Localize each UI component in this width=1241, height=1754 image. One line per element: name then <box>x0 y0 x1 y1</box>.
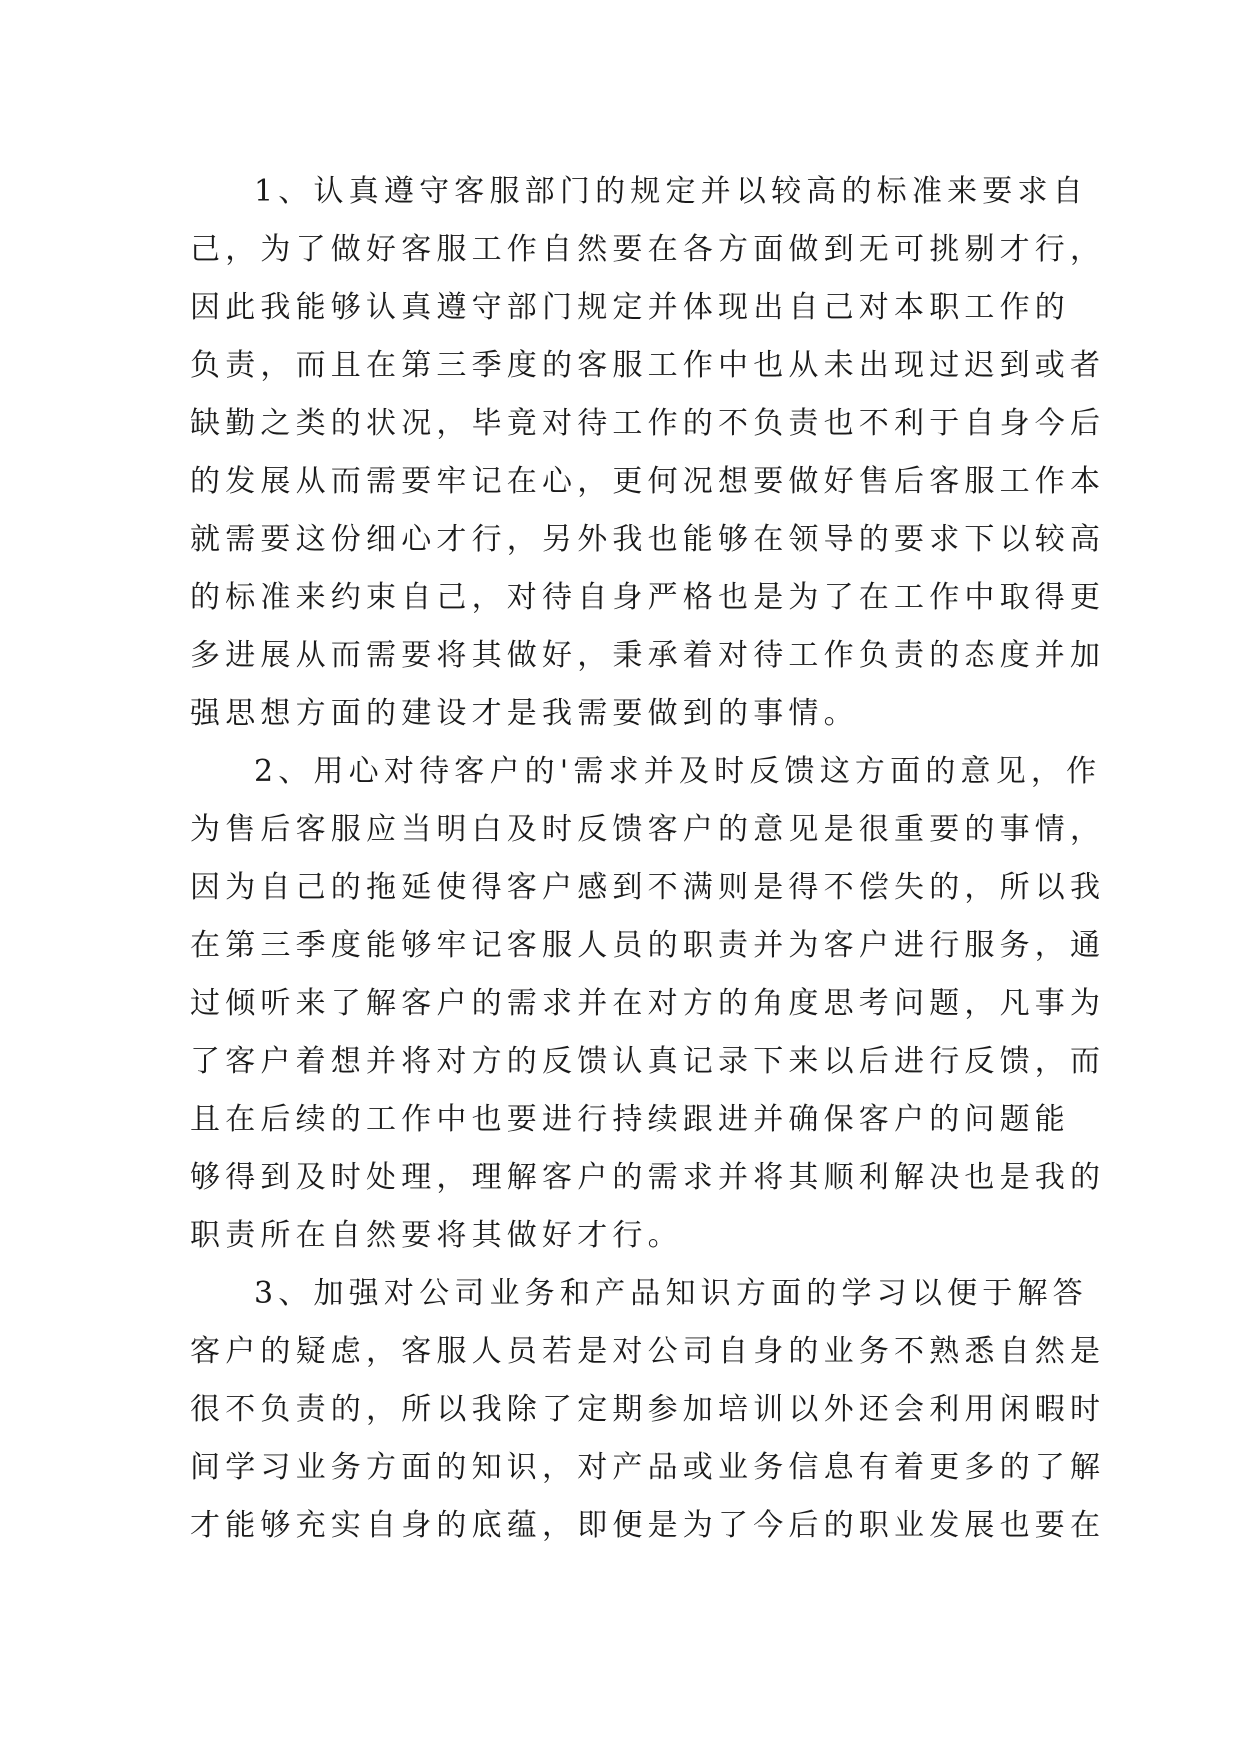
paragraph-1-line-8: 的标准来约束自己，对待自身严格也是为了在工作中取得更 <box>190 580 1106 615</box>
paragraph-2-line-6: 了客户着想并将对方的反馈认真记录下来以后进行反馈，而 <box>190 1044 1106 1079</box>
paragraph-3-line-5: 才能够充实自身的底蕴，即便是为了今后的职业发展也要在 <box>190 1508 1106 1543</box>
paragraph-2-line-1: 2、用心对待客户的'需求并及时反馈这方面的意见，作 <box>254 754 1102 789</box>
paragraph-3-line-2: 客户的疑虑，客服人员若是对公司自身的业务不熟悉自然是 <box>190 1334 1106 1369</box>
paragraph-2-line-8: 够得到及时处理，理解客户的需求并将其顺利解决也是我的 <box>190 1160 1106 1195</box>
paragraph-1-line-9: 多进展从而需要将其做好，秉承着对待工作负责的态度并加 <box>190 638 1106 673</box>
paragraph-1-line-2: 己，为了做好客服工作自然要在各方面做到无可挑剔才行， <box>190 232 1106 267</box>
paragraph-2-line-7: 且在后续的工作中也要进行持续跟进并确保客户的问题能 <box>190 1102 1070 1137</box>
paragraph-2-line-4: 在第三季度能够牢记客服人员的职责并为客户进行服务，通 <box>190 928 1106 963</box>
paragraph-2-line-3: 因为自己的拖延使得客户感到不满则是得不偿失的，所以我 <box>190 870 1106 905</box>
paragraph-3-line-1: 3、加强对公司业务和产品知识方面的学习以便于解答 <box>254 1276 1088 1311</box>
paragraph-3-line-4: 间学习业务方面的知识，对产品或业务信息有着更多的了解 <box>190 1450 1106 1485</box>
paragraph-3-line-3: 很不负责的，所以我除了定期参加培训以外还会利用闲暇时 <box>190 1392 1106 1427</box>
paragraph-1-line-1: 1、认真遵守客服部门的规定并以较高的标准来要求自 <box>254 174 1088 209</box>
paragraph-1-line-10: 强思想方面的建设才是我需要做到的事情。 <box>190 696 859 731</box>
paragraph-2-line-2: 为售后客服应当明白及时反馈客户的意见是很重要的事情， <box>190 812 1106 847</box>
paragraph-1-line-3: 因此我能够认真遵守部门规定并体现出自己对本职工作的 <box>190 290 1070 325</box>
paragraph-1-line-7: 就需要这份细心才行，另外我也能够在领导的要求下以较高 <box>190 522 1106 557</box>
paragraph-1-line-6: 的发展从而需要牢记在心，更何况想要做好售后客服工作本 <box>190 464 1106 499</box>
paragraph-1-line-5: 缺勤之类的状况，毕竟对待工作的不负责也不利于自身今后 <box>190 406 1106 441</box>
paragraph-2-line-9: 职责所在自然要将其做好才行。 <box>190 1218 683 1253</box>
paragraph-2-line-5: 过倾听来了解客户的需求并在对方的角度思考问题，凡事为 <box>190 986 1106 1021</box>
paragraph-1-line-4: 负责，而且在第三季度的客服工作中也从未出现过迟到或者 <box>190 348 1106 383</box>
